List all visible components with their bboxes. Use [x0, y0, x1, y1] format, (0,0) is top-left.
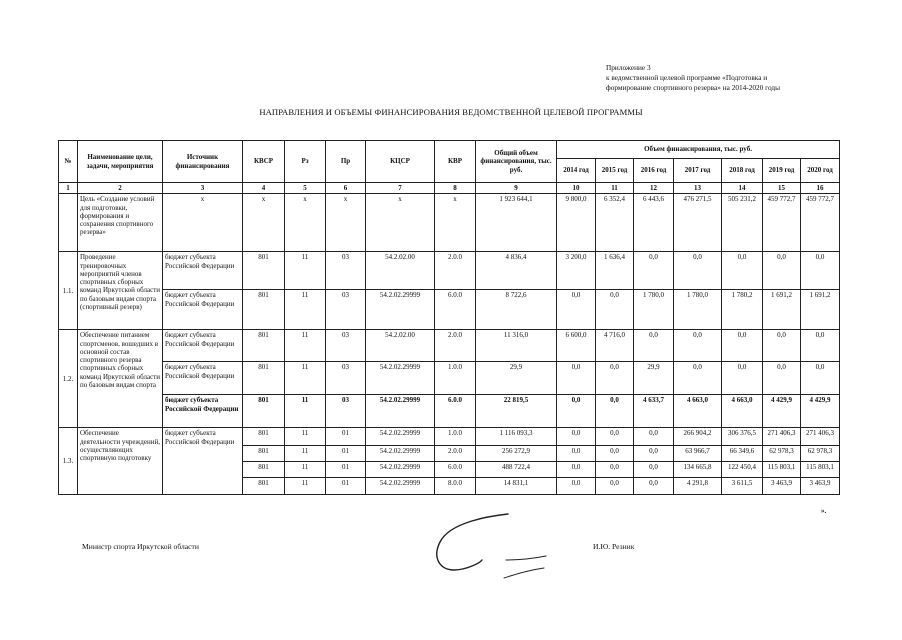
column-number: 15	[763, 183, 801, 194]
year-value: 0,0	[596, 478, 634, 495]
header-source: Источник финансирования	[163, 141, 243, 183]
goal-year-value: 6 352,4	[596, 194, 634, 252]
year-value: 1 780,2	[722, 290, 763, 330]
header-kvr: КВР	[435, 141, 476, 183]
year-value: 0,0	[722, 362, 763, 395]
total-cell: 256 272,9	[476, 446, 557, 462]
year-value: 1 691,2	[763, 290, 801, 330]
rz-cell: 11	[285, 446, 326, 462]
year-value: 0,0	[634, 428, 674, 446]
column-number: 12	[634, 183, 674, 194]
year-value: 134 665,8	[674, 462, 722, 478]
kvsr-cell: 801	[243, 252, 285, 290]
kvr-cell: 1.0.0	[435, 428, 476, 446]
year-value: 0,0	[801, 362, 840, 395]
year-value: 122 450,4	[722, 462, 763, 478]
pr-cell: 03	[326, 395, 366, 428]
year-value: 0,0	[674, 362, 722, 395]
year-value: 4 429,9	[763, 395, 801, 428]
item-name: Обеспечение питанием спортсменов, вошедших в основной состав спортивного резерва спортивных сборных команд Иркутской области по базовым видам спорта	[78, 330, 163, 428]
header-row	[59, 141, 840, 159]
goal-year-value: 6 443,6	[634, 194, 674, 252]
kvsr-cell: 801	[243, 462, 285, 478]
pr-cell: 03	[326, 290, 366, 330]
year-value: 0,0	[596, 395, 634, 428]
year-value: 0,0	[801, 252, 840, 290]
year-value: 0,0	[557, 362, 596, 395]
source-cell: бюджет субъекта Российской Федерации	[163, 252, 243, 290]
column-number: 1	[59, 183, 78, 194]
total-cell: 14 831,1	[476, 478, 557, 495]
appendix-line-2: к ведомственной целевой программе «Подготовка и	[606, 73, 768, 82]
table-row	[59, 362, 840, 395]
year-value: 0,0	[557, 290, 596, 330]
year-value: 0,0	[722, 330, 763, 362]
column-number: 2	[78, 183, 163, 194]
year-value: 0,0	[557, 428, 596, 446]
item-number: 1.1.	[59, 252, 78, 330]
year-value: 62 978,3	[763, 446, 801, 462]
year-value: 3 611,5	[722, 478, 763, 495]
signatory-title: Министр спорта Иркутской области	[82, 542, 199, 551]
kcsr-cell: 54.2.02.29999	[366, 290, 435, 330]
year-value: 306 376,5	[722, 428, 763, 446]
signatory-name: И.Ю. Резник	[593, 542, 635, 551]
year-value: 0,0	[674, 330, 722, 362]
year-value: 0,0	[557, 462, 596, 478]
kvsr-cell: 801	[243, 330, 285, 362]
header-total: Общий объем финансирования, тыс. руб.	[476, 141, 557, 183]
year-value: 0,0	[763, 252, 801, 290]
column-number: 8	[435, 183, 476, 194]
kvr-cell: 6.0.0	[435, 462, 476, 478]
year-value: 3 463,9	[801, 478, 840, 495]
year-value: 4 633,7	[634, 395, 674, 428]
kcsr-cell: 54.2.02.29999	[366, 428, 435, 446]
year-value: 115 803,1	[763, 462, 801, 478]
year-value: 1 780,0	[674, 290, 722, 330]
column-number: 13	[674, 183, 722, 194]
header-name: Наименование цели, задачи, мероприятия	[78, 141, 163, 183]
year-value: 62 978,3	[801, 446, 840, 462]
year-value: 0,0	[763, 362, 801, 395]
pr-cell: 03	[326, 252, 366, 290]
year-value: 3 463,9	[763, 478, 801, 495]
rz-cell: 11	[285, 462, 326, 478]
total-cell: 22 819,5	[476, 395, 557, 428]
year-value: 0,0	[596, 428, 634, 446]
source-cell: бюджет субъекта Российской Федерации	[163, 330, 243, 362]
kvsr-cell: 801	[243, 478, 285, 495]
header-year: 2016 год	[634, 159, 674, 183]
year-value: 0,0	[596, 362, 634, 395]
rz-cell: 11	[285, 362, 326, 395]
year-value: 6 600,0	[557, 330, 596, 362]
year-value: 0,0	[634, 478, 674, 495]
header-year: 2014 год	[557, 159, 596, 183]
pr-cell: 03	[326, 362, 366, 395]
year-value: 0,0	[674, 252, 722, 290]
goal-total: 1 923 644,1	[476, 194, 557, 252]
header-kvsr: КВСР	[243, 141, 285, 183]
year-value: 4 429,9	[801, 395, 840, 428]
goal-name: Цель «Создание условий для подготовки, формирования и сохранения спортивного резерва»	[78, 194, 163, 252]
kvsr-cell: 801	[243, 446, 285, 462]
rz-cell: 11	[285, 428, 326, 446]
goal-no	[59, 194, 78, 252]
source-cell: бюджет субъекта Российской Федерации	[163, 428, 243, 495]
total-cell: 8 722,6	[476, 290, 557, 330]
goal-year-value: 9 800,0	[557, 194, 596, 252]
column-number: 11	[596, 183, 634, 194]
pr-cell: 01	[326, 446, 366, 462]
closing-quote-mark: ».	[821, 507, 827, 515]
rz-cell: 11	[285, 290, 326, 330]
source-cell: бюджет субъекта Российской Федерации	[163, 290, 243, 330]
kcsr-cell: 54.2.02.29999	[366, 362, 435, 395]
year-value: 63 966,7	[674, 446, 722, 462]
table-row	[59, 252, 840, 290]
total-cell: 11 316,0	[476, 330, 557, 362]
document-title: НАПРАВЛЕНИЯ И ОБЪЕМЫ ФИНАНСИРОВАНИЯ ВЕДОМСТВЕННОЙ ЦЕЛЕВОЙ ПРОГРАММЫ	[259, 107, 643, 117]
column-number: 4	[243, 183, 285, 194]
kvr-cell: 2.0.0	[435, 330, 476, 362]
year-value: 4 291,8	[674, 478, 722, 495]
kvsr-cell: 801	[243, 395, 285, 428]
header-year: 2017 год	[674, 159, 722, 183]
table-row	[59, 428, 840, 446]
kcsr-cell: 54.2.02.00	[366, 252, 435, 290]
goal-rz: x	[285, 194, 326, 252]
year-value: 0,0	[763, 330, 801, 362]
year-value: 0,0	[557, 478, 596, 495]
kvr-cell: 8.0.0	[435, 478, 476, 495]
goal-source: x	[163, 194, 243, 252]
financing-table	[58, 140, 840, 495]
header-year: 2019 год	[763, 159, 801, 183]
pr-cell: 01	[326, 428, 366, 446]
header-year: 2015 год	[596, 159, 634, 183]
column-number: 9	[476, 183, 557, 194]
year-value: 0,0	[634, 446, 674, 462]
year-value: 1 691,2	[801, 290, 840, 330]
goal-kcsr: x	[366, 194, 435, 252]
header-year: 2020 год	[801, 159, 840, 183]
year-value: 0,0	[634, 330, 674, 362]
pr-cell: 03	[326, 330, 366, 362]
goal-kvr: x	[435, 194, 476, 252]
header-volume: Объем финансирования, тыс. руб.	[557, 141, 840, 159]
kcsr-cell: 54.2.02.29999	[366, 462, 435, 478]
table-row	[59, 395, 840, 428]
appendix-note	[606, 63, 780, 93]
header-no: №	[59, 141, 78, 183]
rz-cell: 11	[285, 395, 326, 428]
year-value: 1 636,4	[596, 252, 634, 290]
table-row	[59, 290, 840, 330]
year-value: 0,0	[557, 395, 596, 428]
source-cell: бюджет субъекта Российской Федерации	[163, 362, 243, 395]
year-value: 266 904,2	[674, 428, 722, 446]
year-value: 4 663,0	[674, 395, 722, 428]
column-number-row	[59, 183, 840, 194]
year-value: 271 406,3	[801, 428, 840, 446]
rz-cell: 11	[285, 330, 326, 362]
goal-kvsr: x	[243, 194, 285, 252]
year-value: 0,0	[596, 290, 634, 330]
kvsr-cell: 801	[243, 428, 285, 446]
year-value: 29,9	[634, 362, 674, 395]
column-number: 14	[722, 183, 763, 194]
year-value: 3 200,0	[557, 252, 596, 290]
goal-year-value: 476 271,5	[674, 194, 722, 252]
column-number: 16	[801, 183, 840, 194]
kvr-cell: 6.0.0	[435, 395, 476, 428]
rz-cell: 11	[285, 252, 326, 290]
year-value: 0,0	[596, 462, 634, 478]
header-kcsr: КЦСР	[366, 141, 435, 183]
year-value: 271 406,3	[763, 428, 801, 446]
header-year: 2018 год	[722, 159, 763, 183]
kcsr-cell: 54.2.02.29999	[366, 478, 435, 495]
item-name: Проведение тренировочных мероприятий членов спортивных сборных команд Иркутской области по базовым видам спорта (спортивный резерв)	[78, 252, 163, 330]
year-value: 0,0	[801, 330, 840, 362]
total-cell: 488 722,4	[476, 462, 557, 478]
year-value: 1 780,0	[634, 290, 674, 330]
item-name: Обеспечение деятельности учреждений, осуществляющих спортивную подготовку	[78, 428, 163, 495]
appendix-line-3: формирование спортивного резерва» на 2014-2020 годы	[606, 83, 780, 92]
year-value: 0,0	[634, 252, 674, 290]
pr-cell: 01	[326, 462, 366, 478]
year-value: 0,0	[557, 446, 596, 462]
appendix-line-1: Приложение 3	[606, 63, 651, 72]
goal-row	[59, 194, 840, 252]
column-number: 6	[326, 183, 366, 194]
year-value: 0,0	[596, 446, 634, 462]
year-value: 4 716,0	[596, 330, 634, 362]
column-number: 10	[557, 183, 596, 194]
source-cell: бюджет субъекта Российской Федерации	[163, 395, 243, 428]
column-number: 5	[285, 183, 326, 194]
column-number: 7	[366, 183, 435, 194]
year-value: 66 349,6	[722, 446, 763, 462]
kvr-cell: 1.0.0	[435, 362, 476, 395]
total-cell: 1 116 093,3	[476, 428, 557, 446]
year-value: 0,0	[722, 252, 763, 290]
goal-year-value: 505 231,2	[722, 194, 763, 252]
total-cell: 4 836,4	[476, 252, 557, 290]
handwritten-signature	[420, 508, 560, 588]
table-row	[59, 330, 840, 362]
pr-cell: 01	[326, 478, 366, 495]
column-number: 3	[163, 183, 243, 194]
kvr-cell: 2.0.0	[435, 446, 476, 462]
item-number: 1.3.	[59, 428, 78, 495]
rz-cell: 11	[285, 478, 326, 495]
header-pr: Пр	[326, 141, 366, 183]
goal-year-value: 459 772,7	[763, 194, 801, 252]
item-number: 1.2.	[59, 330, 78, 428]
kcsr-cell: 54.2.02.29999	[366, 395, 435, 428]
goal-pr: x	[326, 194, 366, 252]
year-value: 4 663,0	[722, 395, 763, 428]
goal-year-value: 459 772,7	[801, 194, 840, 252]
kvsr-cell: 801	[243, 362, 285, 395]
kcsr-cell: 54.2.02.29999	[366, 446, 435, 462]
kvr-cell: 2.0.0	[435, 252, 476, 290]
kvr-cell: 6.0.0	[435, 290, 476, 330]
header-rz: Рз	[285, 141, 326, 183]
year-value: 0,0	[634, 462, 674, 478]
year-value: 115 803,1	[801, 462, 840, 478]
kcsr-cell: 54.2.02.00	[366, 330, 435, 362]
total-cell: 29,9	[476, 362, 557, 395]
kvsr-cell: 801	[243, 290, 285, 330]
